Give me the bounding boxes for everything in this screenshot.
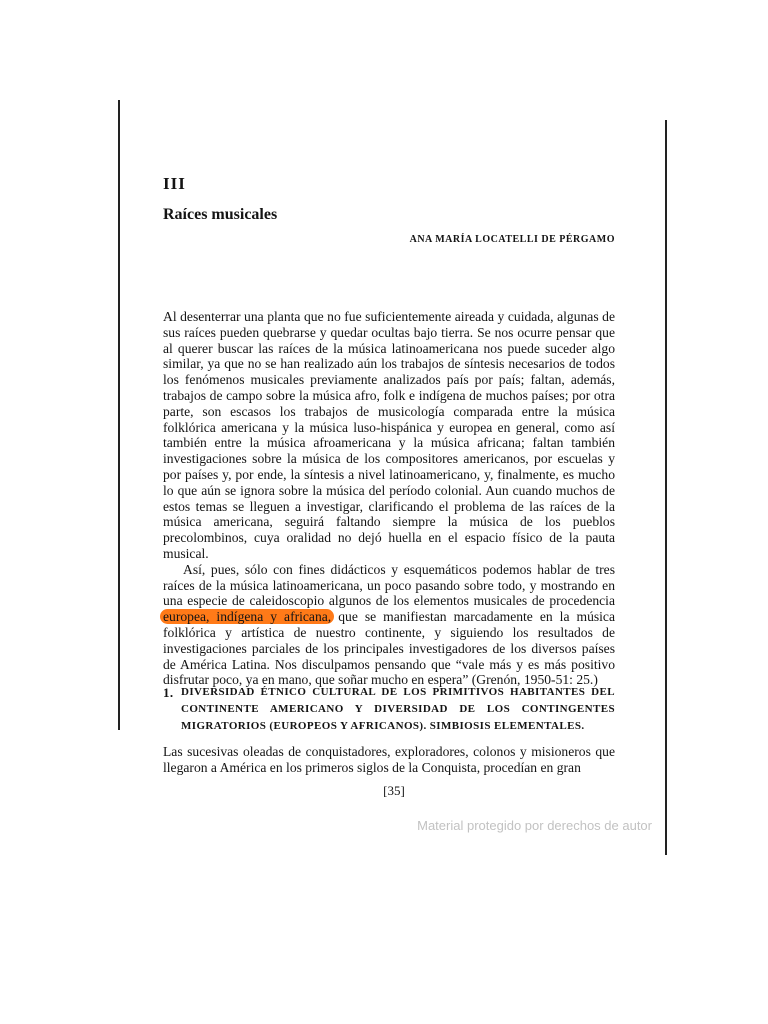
paragraph-1: Al desenterrar una planta que no fue suficientemente aireada y cuidada, algunas de sus raíces pueden quebrarse y quedar ocultas bajo tierra. Se nos ocurre pensar que al querer buscar las raíces de la música latinoamericana nos puede suceder algo similar, ya que no se han realizado aún los trabajos de síntesis necesarios de todos los fenómenos musicales previamente analizados país por país; faltan, además, trabajos de campo sobre la música afro, folk e indígena de muchos países; por otra parte, son escasos los trabajos de musicología comparada entre la música folklórica americana y la música luso-hispánica y europea en general, como así también entre la música afroamericana y la música africana; faltan también investigaciones sobre la música de los compositores americanos, por escuelas y por países y, por ende, la síntesis a nivel latinoamericano, y, finalmente, es mucho lo que aún se ignora sobre la música del período colonial. Aun cuando muchos de estos temas se lleguen a investigar, clarificando el problema de las raíces de la música americana, seguirá faltando siempre la música de los pueblos precolombinos, cuya oralidad no dejó huella en el espacio físico de la pauta musical.: [163, 309, 615, 561]
chapter-number: III: [163, 174, 186, 193]
right-margin-rule: [665, 120, 667, 855]
chapter-title: Raíces musicales: [163, 206, 278, 223]
left-margin-rule: [118, 100, 120, 730]
chapter-author: ANA MARÍA LOCATELLI DE PÉRGAMO: [409, 234, 615, 245]
section-number: 1.: [163, 685, 174, 700]
section-title: DIVERSIDAD ÉTNICO CULTURAL DE LOS PRIMITIVOS HABITANTES DEL CONTINENTE AMERICANO Y DIVERSIDAD DE LOS CONTINGENTES MIGRATORIOS (EUROPEOS Y AFRICANOS). SIMBIOSIS ELEMENTALES.: [181, 686, 615, 732]
paragraph-2-before: Así, pues, sólo con fines didácticos y esquemáticos podemos hablar de tres raíces de la música latinoamericana, un poco pasando sobre todo, y mostrando en una especie de caleidoscopio algunos de los elementos musicales de procedencia: [163, 561, 615, 609]
paragraph-2: [163, 562, 615, 688]
paragraph-2-after: que se manifiestan marcadamente en la música folklórica y artística de nuestro continente, y siguiendo los resultados de investigaciones parciales de los principales investigadores de los diversos países de América Latina. Nos disculpamos pensando que “vale más y es más positivo disfrutar poco, ya en mano, que soñar mucho en espera” (Grenón, 1950-51: 25.): [163, 609, 615, 688]
section-heading: [163, 684, 615, 735]
highlighted-text[interactable]: europea, indígena y africana,: [160, 609, 334, 624]
copyright-watermark: Material protegido por derechos de autor: [417, 818, 652, 833]
paragraph-3: Las sucesivas oleadas de conquistadores, exploradores, colonos y misioneros que llegaron a América en los primeros siglos de la Conquista, procedían en gran: [163, 744, 615, 775]
page-number: [35]: [383, 783, 405, 798]
body-text: [163, 309, 615, 688]
